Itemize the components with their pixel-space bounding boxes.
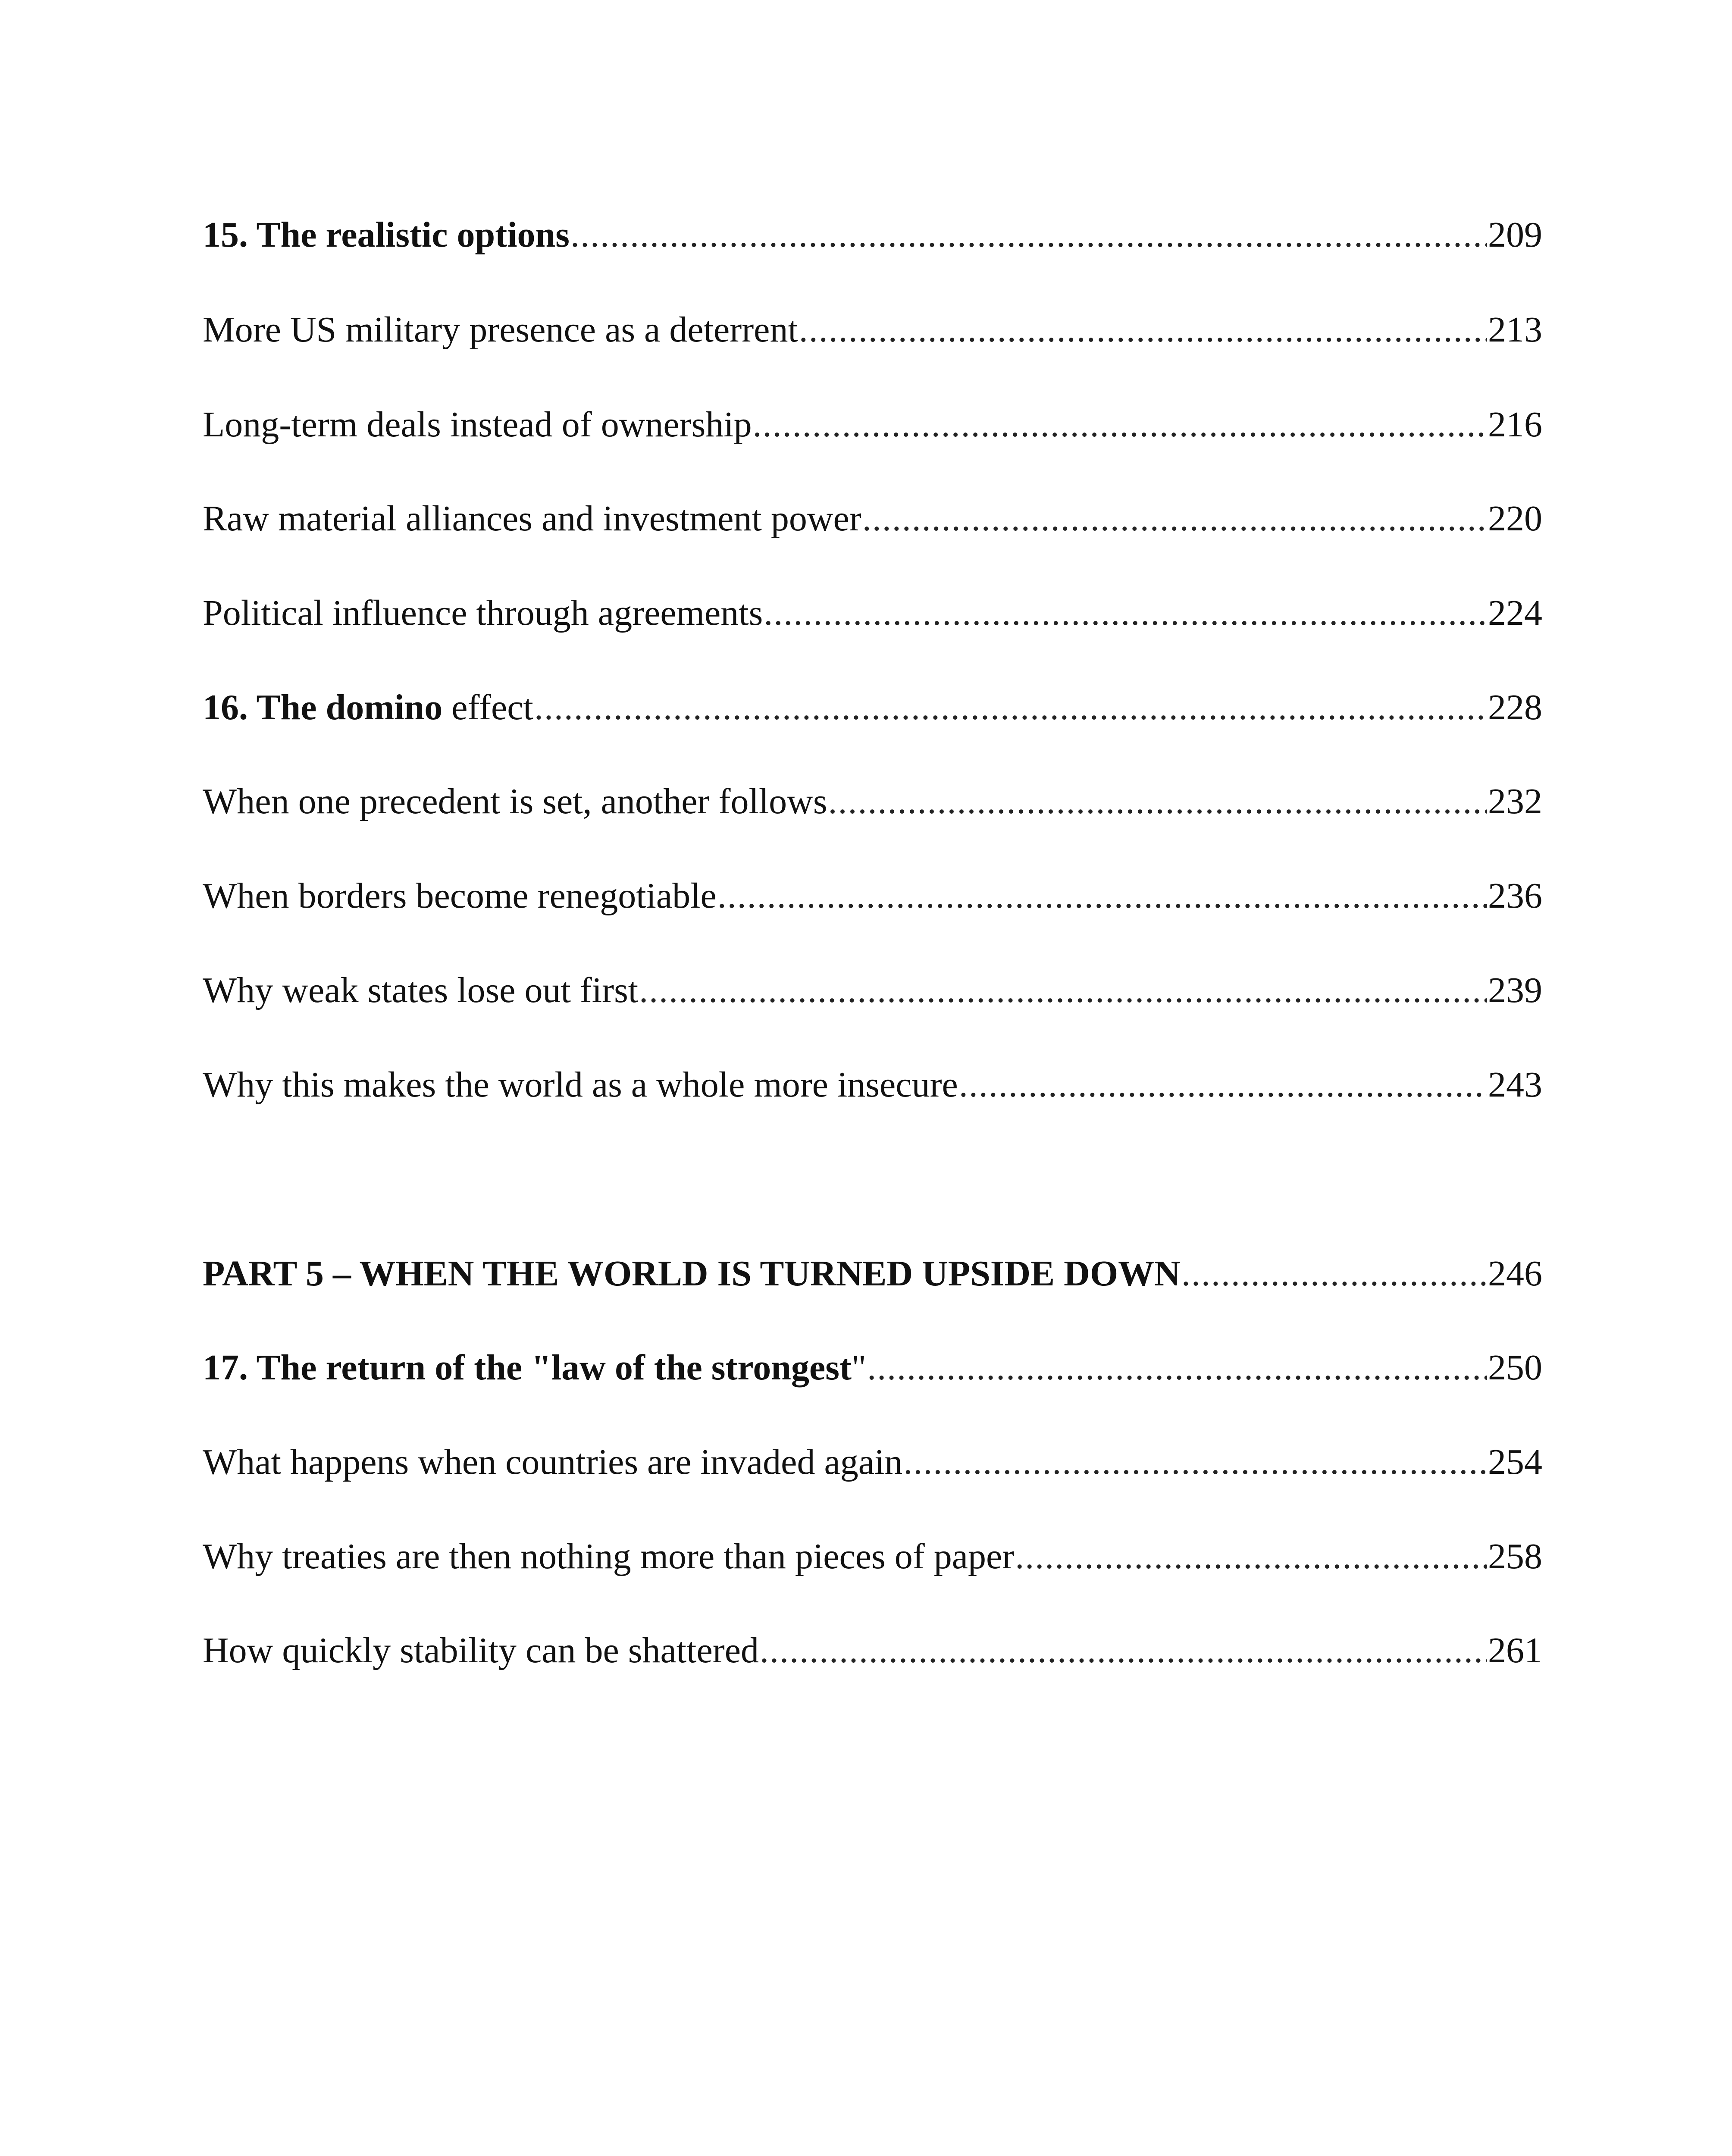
dot-leader (534, 686, 1487, 729)
toc-entry-title (203, 1535, 1014, 1578)
toc-entry-title (203, 403, 752, 446)
toc-entry-section (203, 1526, 1542, 1578)
toc-entry-title-normal: Raw material alliances and investment power (203, 498, 861, 539)
toc-entry-page-number: 261 (1488, 1630, 1542, 1670)
dot-leader (903, 1441, 1487, 1484)
dot-leader (1181, 1252, 1487, 1295)
toc-entry-section (203, 395, 1542, 446)
toc-entry-title-normal: " (851, 1348, 867, 1388)
toc-entry-title-normal: What happens when countries are invaded again (203, 1442, 903, 1482)
toc-entry-title (203, 969, 638, 1012)
toc-entry-title-normal: effect (442, 687, 533, 727)
toc-entry-page-number: 216 (1488, 404, 1542, 445)
dot-leader (799, 308, 1487, 351)
toc-entry-title (203, 1441, 902, 1484)
toc-entry-section (203, 771, 1542, 823)
toc-entry-title (203, 686, 533, 729)
toc-entry-title-normal: When borders become renegotiable (203, 876, 717, 916)
toc-entry-page-number: 236 (1488, 876, 1542, 916)
toc-entry-chapter-15 (203, 205, 1542, 257)
toc-entry-title-normal: Why weak states lose out first (203, 970, 639, 1010)
toc-entry-title-normal: Political influence through agreements (203, 593, 763, 633)
toc-entry-section (203, 583, 1542, 635)
dot-leader (639, 969, 1487, 1012)
toc-entry-chapter-17 (203, 1338, 1542, 1389)
dot-leader (959, 1063, 1487, 1106)
dot-leader (764, 592, 1487, 635)
toc-entry-page-number: 243 (1488, 1065, 1542, 1105)
dot-leader (1015, 1535, 1487, 1578)
toc-entry-page-number: 258 (1488, 1536, 1542, 1576)
toc-entry-title-normal: Why treaties are then nothing more than pieces of paper (203, 1536, 1015, 1576)
toc-entry-part-5 (203, 1244, 1542, 1295)
toc-entry-title (203, 213, 570, 257)
dot-leader (760, 1629, 1487, 1672)
toc-entry-title (203, 1346, 866, 1389)
toc-entry-title (203, 497, 861, 540)
toc-entry-page-number: 224 (1488, 593, 1542, 633)
toc-entry-section (203, 866, 1542, 918)
dot-leader (717, 874, 1487, 918)
toc-entry-title-normal: When one precedent is set, another follows (203, 781, 827, 821)
toc-entry-title (203, 874, 717, 918)
dot-leader (867, 1346, 1487, 1389)
toc-entry-title-normal: How quickly stability can be shattered (203, 1630, 759, 1670)
toc-entry-page-number: 220 (1488, 498, 1542, 539)
toc-entry-title (203, 780, 827, 823)
dot-leader (570, 213, 1487, 257)
toc-entry-title-bold: 16. The domino (203, 687, 443, 727)
dot-leader (753, 403, 1487, 446)
toc-entry-title (203, 1629, 759, 1672)
toc-entry-section (203, 300, 1542, 351)
toc-entry-title-normal: More US military presence as a deterrent (203, 310, 798, 350)
toc-entry-title-normal: Long-term deals instead of ownership (203, 404, 752, 445)
toc-entry-page-number: 209 (1488, 215, 1542, 255)
toc-entry-page-number: 228 (1488, 687, 1542, 727)
toc-entry-title-bold: 17. The return of the "law of the strongest (203, 1348, 852, 1388)
toc-entry-title-normal: Why this makes the world as a whole more insecure (203, 1065, 958, 1105)
toc-entry-title (203, 308, 798, 351)
toc-entry-section (203, 1432, 1542, 1484)
toc-entry-page-number: 213 (1488, 310, 1542, 350)
toc-entry-section (203, 489, 1542, 540)
toc-entry-page-number: 232 (1488, 781, 1542, 821)
toc-entry-section (203, 960, 1542, 1012)
toc-entry-section (203, 1055, 1542, 1106)
dot-leader (862, 497, 1487, 540)
toc-entry-title (203, 592, 763, 635)
toc-entry-chapter-16 (203, 677, 1542, 729)
toc-entry-page-number: 250 (1488, 1348, 1542, 1388)
toc-entry-title-bold: PART 5 – WHEN THE WORLD IS TURNED UPSIDE DOWN (203, 1253, 1181, 1294)
toc-entry-title-bold: 15. The realistic options (203, 215, 570, 255)
dot-leader (828, 780, 1487, 823)
toc-entry-section (203, 1620, 1542, 1672)
toc-entry-title (203, 1252, 1181, 1295)
toc-entry-page-number: 254 (1488, 1442, 1542, 1482)
toc-entry-page-number: 246 (1488, 1253, 1542, 1294)
toc-entry-title (203, 1063, 958, 1106)
toc-entry-page-number: 239 (1488, 970, 1542, 1010)
